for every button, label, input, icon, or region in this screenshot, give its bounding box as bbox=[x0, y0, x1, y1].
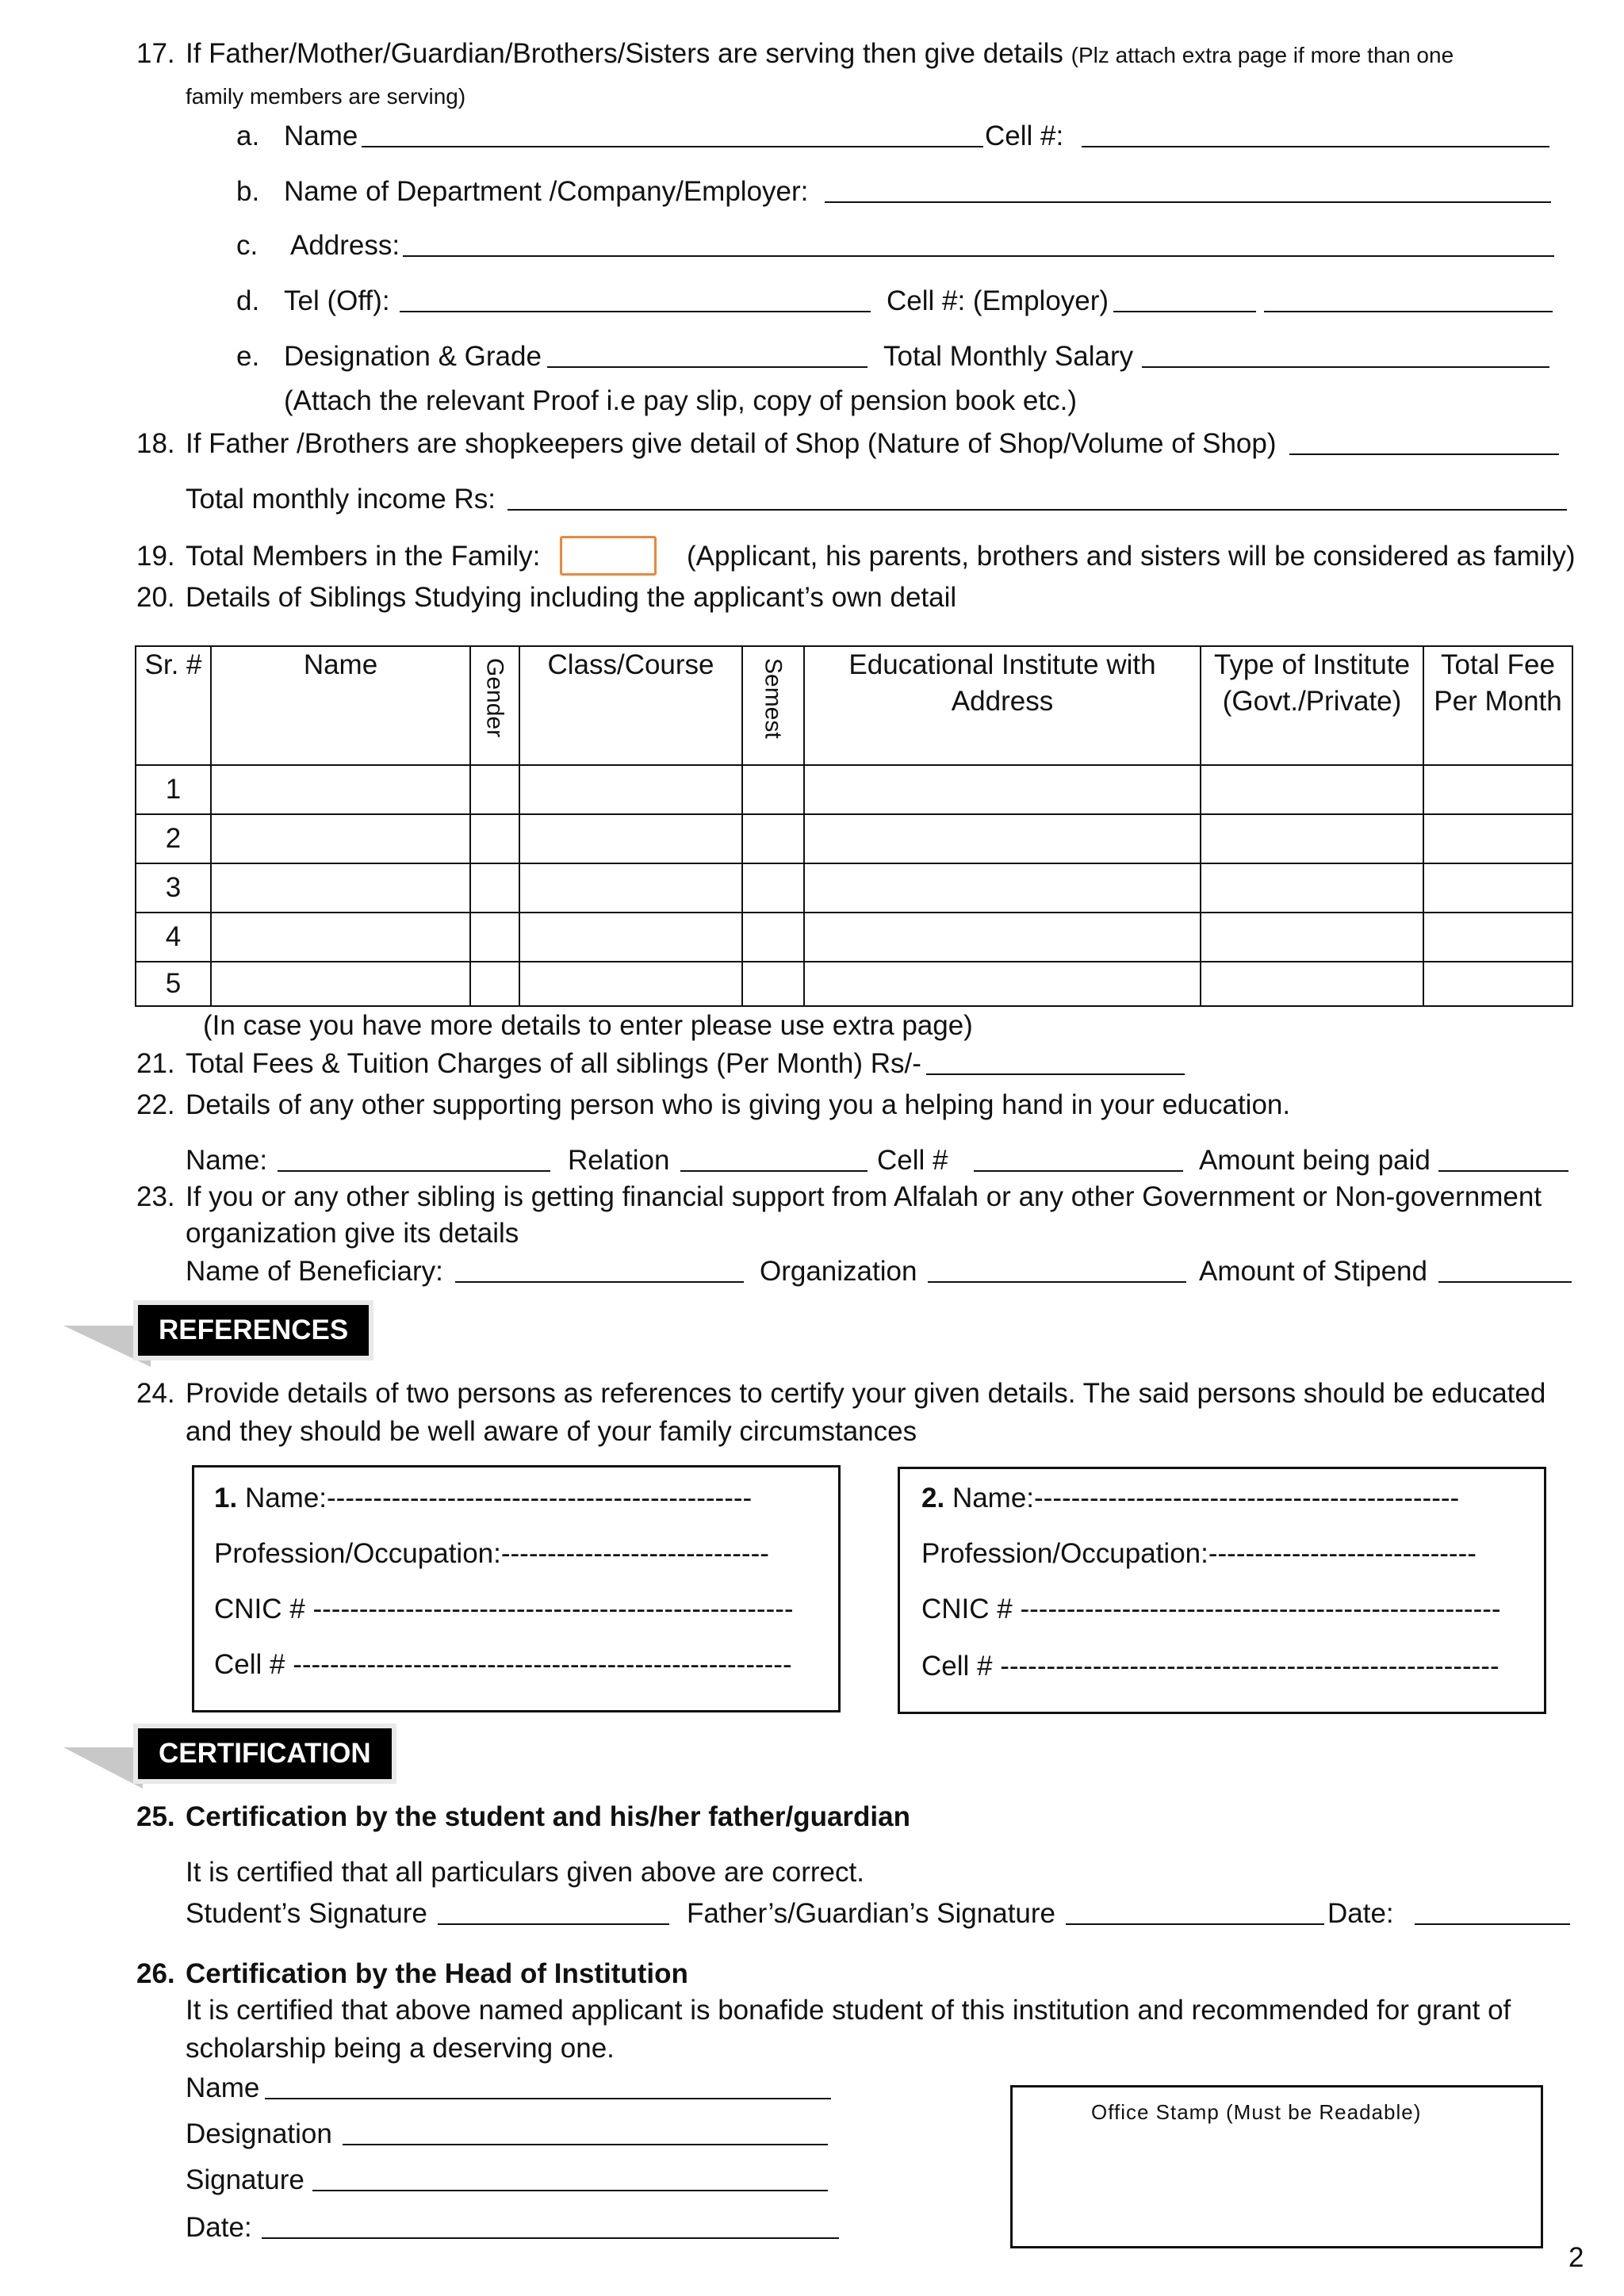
ref2-cnic-label: CNIC # bbox=[921, 1594, 1013, 1624]
q25-student-sig-label: Student’s Signature bbox=[186, 1898, 427, 1929]
q17e-salary-label: Total Monthly Salary bbox=[883, 341, 1134, 372]
col-class: Class/Course bbox=[519, 646, 742, 765]
ref1-name-line[interactable]: 1. Name:---------------------------------------------- bbox=[214, 1483, 753, 1513]
q17-number: 17. bbox=[136, 38, 175, 69]
cell-institute[interactable] bbox=[804, 765, 1201, 814]
q25-date-field[interactable] bbox=[1415, 1898, 1570, 1925]
q22-amount-field[interactable] bbox=[1438, 1145, 1568, 1172]
cell-type[interactable] bbox=[1201, 913, 1423, 962]
q22-name-label: Name: bbox=[186, 1145, 268, 1176]
ref1-cnic-label: CNIC # bbox=[214, 1594, 305, 1624]
ref2-profession-line[interactable]: Profession/Occupation:----------------------------- bbox=[921, 1538, 1477, 1569]
q18-number: 18. bbox=[136, 428, 175, 459]
row-number: 5 bbox=[136, 962, 211, 1006]
q23-organization-label: Organization bbox=[760, 1256, 917, 1287]
cell-fee[interactable] bbox=[1423, 863, 1572, 913]
q17-proof-note: (Attach the relevant Proof i.e pay slip, copy of pension book etc.) bbox=[284, 385, 1077, 416]
cell-gender[interactable] bbox=[470, 962, 519, 1006]
q22-name-field[interactable] bbox=[278, 1145, 550, 1172]
cell-fee[interactable] bbox=[1423, 814, 1572, 863]
table-extra-page-note: (In case you have more details to enter please use extra page) bbox=[203, 1010, 973, 1041]
q17-note-cont: family members are serving) bbox=[186, 84, 466, 109]
q22-cell-field[interactable] bbox=[974, 1145, 1183, 1172]
col-institute: Educational Institute with Address bbox=[804, 646, 1201, 765]
q19-note: (Applicant, his parents, brothers and sisters will be considered as family) bbox=[687, 541, 1576, 572]
cell-class[interactable] bbox=[519, 913, 742, 962]
cell-class[interactable] bbox=[519, 962, 742, 1006]
cell-name[interactable] bbox=[211, 814, 470, 863]
q17e-letter: e. bbox=[236, 341, 260, 372]
q18-text: If Father /Brothers are shopkeepers give detail of Shop (Nature of Shop/Volume of Shop) bbox=[186, 428, 1277, 459]
ref1-number: 1. bbox=[214, 1483, 238, 1513]
office-stamp-label: Office Stamp (Must be Readable) bbox=[1091, 2100, 1422, 2124]
table-row bbox=[136, 863, 1572, 913]
q25-father-sig-label: Father’s/Guardian’s Signature bbox=[687, 1898, 1055, 1929]
q22-cell-label: Cell # bbox=[877, 1145, 948, 1176]
table-row bbox=[136, 765, 1572, 814]
q26-signature-label: Signature bbox=[186, 2164, 304, 2195]
q17a-cell-label: Cell #: bbox=[985, 121, 1064, 151]
col-semester-label: Semest bbox=[760, 658, 787, 739]
ref1-cell-line[interactable]: Cell # ------------------------------------------------------ bbox=[214, 1649, 792, 1680]
head-signature-field[interactable] bbox=[312, 2164, 828, 2191]
q21-number: 21. bbox=[136, 1048, 175, 1079]
q17c-field[interactable] bbox=[403, 230, 1554, 257]
q26-date-label: Date: bbox=[186, 2212, 252, 2243]
q26-designation-label: Designation bbox=[186, 2118, 332, 2149]
table-row bbox=[136, 913, 1572, 962]
q21-text: Total Fees & Tuition Charges of all siblings (Per Month) Rs/- bbox=[186, 1048, 921, 1079]
q18-income-label: Total monthly income Rs: bbox=[186, 484, 496, 515]
q23-stipend-label: Amount of Stipend bbox=[1199, 1256, 1427, 1287]
cell-name[interactable] bbox=[211, 863, 470, 913]
cell-name[interactable] bbox=[211, 913, 470, 962]
q17b-letter: b. bbox=[236, 176, 260, 207]
q17d-tel-field[interactable] bbox=[400, 285, 871, 312]
q21-fees-field[interactable] bbox=[926, 1048, 1185, 1075]
q17a-name-label: Name bbox=[284, 121, 358, 151]
q22-number: 22. bbox=[136, 1089, 175, 1120]
ref1-name-label: Name: bbox=[244, 1483, 327, 1513]
q20-number: 20. bbox=[136, 582, 175, 613]
cell-type[interactable] bbox=[1201, 814, 1423, 863]
cell-semester[interactable] bbox=[742, 765, 804, 814]
cell-class[interactable] bbox=[519, 814, 742, 863]
row-number: 4 bbox=[136, 913, 211, 962]
q25-date-label: Date: bbox=[1327, 1898, 1394, 1929]
ref1-profession-line[interactable]: Profession/Occupation:----------------------------- bbox=[214, 1538, 769, 1569]
q23-line1: If you or any other sibling is getting financial support from Alfalah or any other Government or Non-government bbox=[186, 1181, 1542, 1212]
cell-semester[interactable] bbox=[742, 962, 804, 1006]
row-number: 2 bbox=[136, 814, 211, 863]
cell-gender[interactable] bbox=[470, 913, 519, 962]
references-heading: REFERENCES bbox=[133, 1300, 373, 1360]
father-signature-field[interactable] bbox=[1066, 1898, 1324, 1925]
ref2-number: 2. bbox=[921, 1483, 945, 1513]
q23-line2: organization give its details bbox=[186, 1218, 519, 1249]
q23-beneficiary-field[interactable] bbox=[455, 1256, 744, 1283]
head-name-field[interactable] bbox=[265, 2072, 831, 2099]
q26-name-label: Name bbox=[186, 2072, 260, 2103]
ref2-cell-label: Cell # bbox=[921, 1651, 993, 1682]
q26-title: Certification by the Head of Institution bbox=[186, 1958, 688, 1989]
q19-number: 19. bbox=[136, 541, 175, 572]
q19-label: Total Members in the Family: bbox=[186, 541, 541, 572]
q17c-letter: c. bbox=[236, 230, 259, 261]
certification-heading: CERTIFICATION bbox=[133, 1724, 396, 1784]
cell-name[interactable] bbox=[211, 765, 470, 814]
cell-institute[interactable] bbox=[804, 814, 1201, 863]
q22-text: Details of any other supporting person who is giving you a helping hand in your education. bbox=[186, 1089, 1291, 1120]
q17-question bbox=[186, 36, 1454, 71]
cell-fee[interactable] bbox=[1423, 765, 1572, 814]
cell-type[interactable] bbox=[1201, 962, 1423, 1006]
q22-relation-label: Relation bbox=[568, 1145, 670, 1176]
q17-text: If Father/Mother/Guardian/Brothers/Sisters are serving then give details bbox=[186, 38, 1063, 69]
cell-fee[interactable] bbox=[1423, 913, 1572, 962]
siblings-table bbox=[135, 645, 1573, 1007]
cell-class[interactable] bbox=[519, 765, 742, 814]
page-number: 2 bbox=[1568, 2242, 1584, 2273]
q18-income-field[interactable] bbox=[508, 484, 1567, 511]
q25-statement: It is certified that all particulars given above are correct. bbox=[186, 1857, 864, 1888]
cell-class[interactable] bbox=[519, 863, 742, 913]
q17d-letter: d. bbox=[236, 285, 260, 316]
q17e-designation-field[interactable] bbox=[547, 341, 868, 368]
cell-gender[interactable] bbox=[470, 863, 519, 913]
q26-line1: It is certified that above named applicant is bonafide student of this institution and recommended for grant of bbox=[186, 1995, 1511, 2026]
cell-type[interactable] bbox=[1201, 863, 1423, 913]
cell-fee[interactable] bbox=[1423, 962, 1572, 1006]
col-gender-label: Gender bbox=[481, 658, 508, 738]
col-sr: Sr. # bbox=[136, 646, 211, 765]
ref1-cnic-line[interactable]: CNIC # ---------------------------------------------------- bbox=[214, 1594, 794, 1624]
q17a-cell-field[interactable] bbox=[1082, 121, 1549, 147]
q23-beneficiary-label: Name of Beneficiary: bbox=[186, 1256, 443, 1287]
q17e-designation-label: Designation & Grade bbox=[284, 341, 542, 372]
cell-institute[interactable] bbox=[804, 863, 1201, 913]
q17d-cell-field-1[interactable] bbox=[1113, 285, 1256, 312]
cell-institute[interactable] bbox=[804, 962, 1201, 1006]
cell-semester[interactable] bbox=[742, 863, 804, 913]
ref1-cell-label: Cell # bbox=[214, 1649, 285, 1680]
q22-relation-field[interactable] bbox=[680, 1145, 868, 1172]
q17e-salary-field[interactable] bbox=[1142, 341, 1549, 368]
q17a-name-field[interactable] bbox=[362, 121, 983, 147]
ref2-name-line[interactable]: 2. Name:---------------------------------------------- bbox=[921, 1483, 1460, 1513]
ref1-profession-label: Profession/Occupation: bbox=[214, 1538, 501, 1569]
q23-organization-field[interactable] bbox=[928, 1256, 1186, 1283]
q17b-label: Name of Department /Company/Employer: bbox=[284, 176, 809, 207]
q26-number: 26. bbox=[136, 1958, 175, 1989]
q20-text: Details of Siblings Studying including the applicant’s own detail bbox=[186, 582, 957, 613]
q17d-cell-label: Cell #: (Employer) bbox=[887, 285, 1109, 316]
family-members-input[interactable] bbox=[560, 536, 657, 576]
q17d-cell-field-2[interactable] bbox=[1264, 285, 1553, 312]
q25-number: 25. bbox=[136, 1801, 175, 1832]
cell-semester[interactable] bbox=[742, 913, 804, 962]
q26-line2: scholarship being a deserving one. bbox=[186, 2033, 615, 2064]
cell-semester[interactable] bbox=[742, 814, 804, 863]
table-row bbox=[136, 962, 1572, 1006]
ref2-profession-label: Profession/Occupation: bbox=[921, 1538, 1208, 1569]
q17b-field[interactable] bbox=[825, 176, 1551, 203]
cell-type[interactable] bbox=[1201, 765, 1423, 814]
cell-gender[interactable] bbox=[470, 814, 519, 863]
ref2-cell-line[interactable]: Cell # ------------------------------------------------------ bbox=[921, 1651, 1500, 1682]
q17d-tel-label: Tel (Off): bbox=[284, 285, 390, 316]
col-fee: Total Fee Per Month bbox=[1423, 646, 1572, 765]
certification-tag-shadow bbox=[63, 1741, 143, 1793]
cell-institute[interactable] bbox=[804, 913, 1201, 962]
ref2-name-label: Name: bbox=[952, 1483, 1035, 1513]
q24-number: 24. bbox=[136, 1378, 175, 1409]
head-date-field[interactable] bbox=[262, 2212, 839, 2239]
table-header-row bbox=[136, 646, 1572, 765]
col-gender bbox=[470, 646, 519, 765]
col-semester bbox=[742, 646, 804, 765]
row-number: 3 bbox=[136, 863, 211, 913]
q22-amount-label: Amount being paid bbox=[1199, 1145, 1431, 1176]
q24-line1: Provide details of two persons as references to certify your given details. The said persons should be educated bbox=[186, 1378, 1546, 1409]
col-name: Name bbox=[211, 646, 470, 765]
student-signature-field[interactable] bbox=[438, 1898, 669, 1925]
q23-stipend-field[interactable] bbox=[1438, 1256, 1572, 1283]
col-type: Type of Institute (Govt./Private) bbox=[1201, 646, 1423, 765]
q24-line2: and they should be well aware of your family circumstances bbox=[186, 1416, 917, 1447]
q23-number: 23. bbox=[136, 1181, 175, 1212]
cell-name[interactable] bbox=[211, 962, 470, 1006]
q25-title: Certification by the student and his/her father/guardian bbox=[186, 1801, 910, 1832]
head-designation-field[interactable] bbox=[343, 2118, 828, 2145]
cell-gender[interactable] bbox=[470, 765, 519, 814]
q17c-label: Address: bbox=[290, 230, 400, 261]
q18-shop-field[interactable] bbox=[1289, 428, 1559, 455]
q17-note: (Plz attach extra page if more than one bbox=[1071, 43, 1454, 67]
table-row bbox=[136, 814, 1572, 863]
q17a-letter: a. bbox=[236, 121, 260, 151]
ref2-cnic-line[interactable]: CNIC # ---------------------------------------------------- bbox=[921, 1594, 1501, 1624]
row-number: 1 bbox=[136, 765, 211, 814]
